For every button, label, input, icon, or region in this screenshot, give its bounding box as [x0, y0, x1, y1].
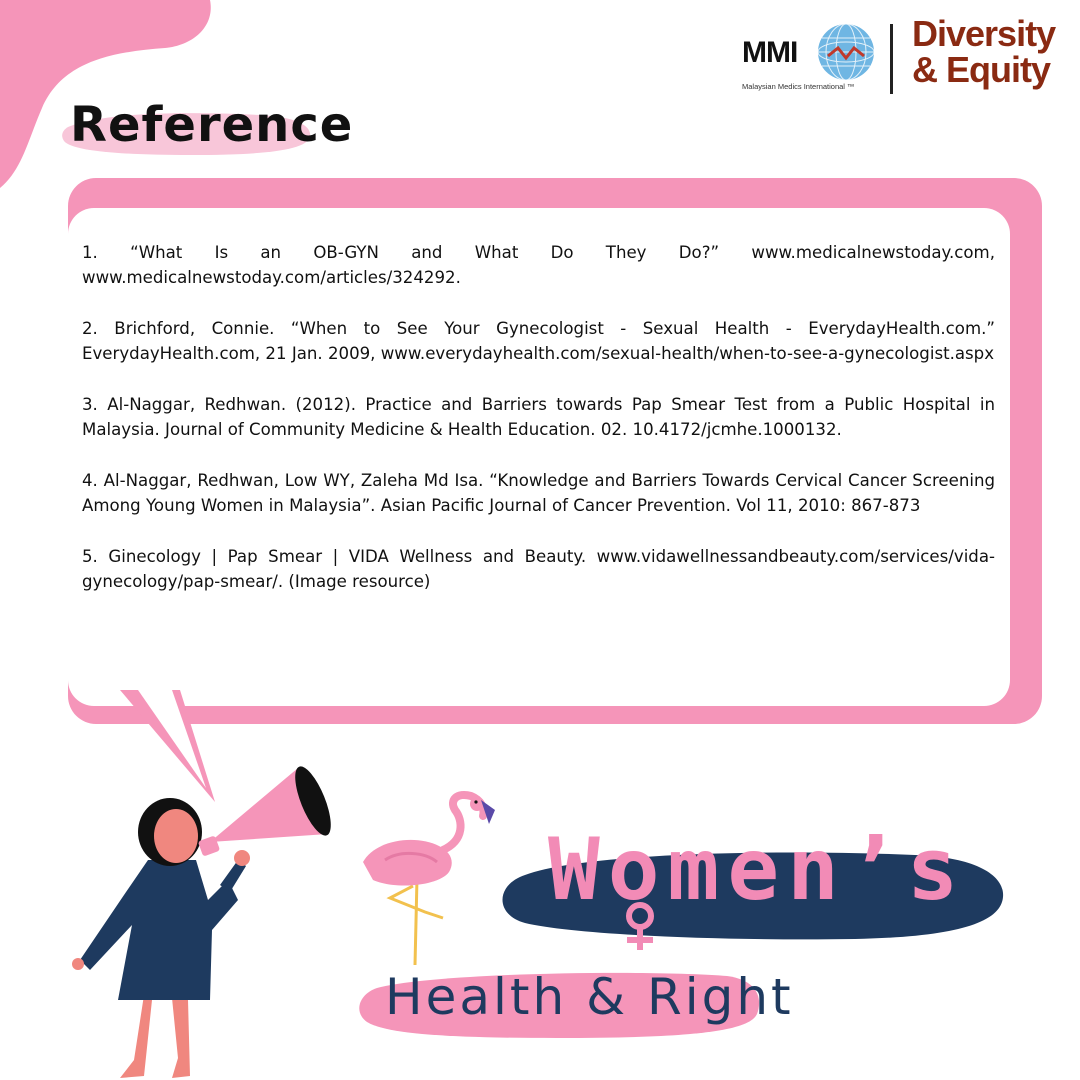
health-right-subheading: Health & Right — [385, 968, 794, 1026]
reference-item-4: 4. Al-Naggar, Redhwan, Low WY, Zaleha Md Isa. “Knowledge and Barriers Towards Cervical Cancer Screening Among Young Women in Malaysia”. Asian Pacific Journal of Cancer Prevention. Vol 11, 2010: 867-873 — [82, 471, 995, 515]
mmi-subtitle: Malaysian Medics International ™ — [742, 82, 855, 91]
mmi-diversity-logo — [738, 13, 1068, 98]
diversity-word: Diversity — [912, 13, 1056, 54]
womens-heading: Women’s — [548, 820, 967, 920]
reference-list — [82, 240, 995, 594]
globe-icon — [816, 22, 876, 82]
flamingo-illustration — [355, 790, 505, 970]
diversity-equity-wordmark — [912, 13, 1056, 90]
reference-item-3: 3. Al-Naggar, Redhwan. (2012). Practice and Barriers towards Pap Smear Test from a Public Hospital in Malaysia. Journal of Community Medicine & Health Education. 02. 10.4172/jcmhe.1000132. — [82, 395, 995, 439]
reference-item-1: 1. “What Is an OB-GYN and What Do They Do?” www.medicalnewstoday.com, www.medicalnewstoday.com/articles/324292. — [82, 243, 995, 287]
venus-symbol-icon — [615, 902, 665, 952]
title-area — [60, 95, 354, 170]
mmi-wordmark: MMI — [742, 36, 798, 69]
reference-item-5: 5. Ginecology | Pap Smear | VIDA Wellness and Beauty. www.vidawellnessandbeauty.com/services/vida-gynecology/pap-smear/. (Image resource) — [82, 547, 995, 591]
page-title: Reference — [70, 97, 354, 153]
equity-word: & Equity — [912, 49, 1051, 90]
woman-with-megaphone-illustration — [60, 760, 350, 1080]
reference-item-2: 2. Brichford, Connie. “When to See Your Gynecologist - Sexual Health - EverydayHealth.com.” EverydayHealth.com, 21 Jan. 2009, www.everydayhealth.com/sexual-health/when-to-see-a-gynecologist.aspx — [82, 319, 995, 363]
logo-divider — [890, 24, 893, 94]
